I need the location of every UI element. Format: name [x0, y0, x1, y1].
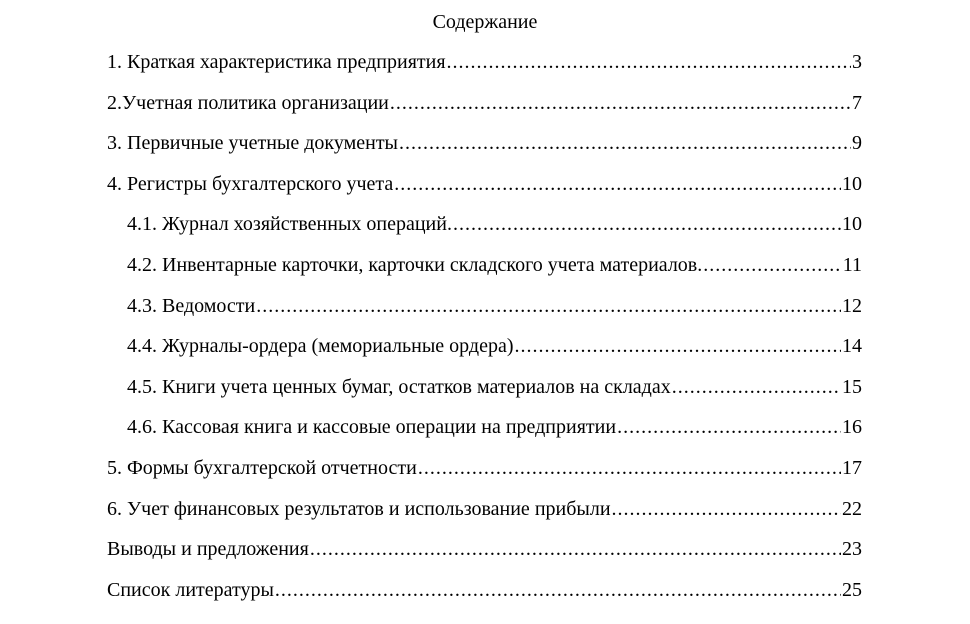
toc-entry[interactable] [107, 168, 862, 209]
toc-dot-leader [703, 249, 841, 281]
toc-dot-leader [672, 371, 841, 403]
toc-entry-label: 1. Краткая характеристика предприятия [107, 51, 446, 73]
toc-entry[interactable] [107, 46, 862, 87]
toc-page-number: 10 [842, 213, 862, 236]
toc-dot-leader [453, 208, 841, 240]
toc-page-number: 12 [842, 294, 862, 317]
toc-dot-leader [394, 168, 841, 200]
toc-page-number: 23 [842, 538, 862, 561]
toc-page-number: 17 [842, 456, 862, 479]
toc-page-number: 25 [842, 578, 862, 601]
toc-subentry[interactable] [107, 290, 862, 331]
toc-subentry[interactable] [107, 371, 862, 412]
toc-dot-leader [256, 290, 841, 322]
toc-page-number: 7 [852, 91, 862, 114]
toc-subentry[interactable] [107, 249, 862, 290]
toc-entry-label: 4.5. Книги учета ценных бумаг, остатков материалов на складах [127, 375, 671, 398]
toc-page-number: 14 [842, 335, 862, 358]
toc-page-number: 9 [852, 132, 862, 155]
toc-dot-leader [612, 493, 841, 525]
toc-dot-leader [390, 87, 851, 119]
toc-entry[interactable] [107, 574, 862, 615]
toc-subentry[interactable] [107, 411, 862, 452]
toc-page-number: 15 [842, 375, 862, 398]
toc-entry-label: 3. Первичные учетные документы [107, 132, 398, 155]
toc-subentry[interactable] [107, 330, 862, 371]
toc-dot-leader [399, 127, 851, 159]
toc-entry-label: 4.1. Журнал хозяйственных операций. [127, 213, 452, 236]
toc-entry-label: 4.3. Ведомости [127, 294, 256, 317]
toc-entry-label: Выводы и предложения [107, 538, 309, 561]
toc-entry-label: 4.6. Кассовая книга и кассовые операции на предприятии [127, 416, 617, 439]
toc-entry[interactable] [107, 127, 862, 168]
toc-page-number: 16 [842, 416, 862, 439]
toc-entry[interactable] [107, 533, 862, 574]
table-of-contents [107, 46, 862, 614]
toc-subentry[interactable] [107, 208, 862, 249]
toc-page-number: 22 [842, 497, 862, 520]
toc-entry-label: 4.2. Инвентарные карточки, карточки складского учета материалов. [127, 253, 703, 276]
toc-dot-leader [275, 574, 841, 606]
toc-entry-label: 4. Регистры бухгалтерского учета [107, 172, 394, 195]
toc-dot-leader [617, 411, 841, 443]
toc-dot-leader [310, 533, 841, 565]
toc-dot-leader [515, 330, 842, 362]
toc-entry[interactable] [107, 452, 862, 493]
toc-title: Содержание [432, 11, 538, 33]
toc-page-number: 10 [842, 172, 862, 195]
toc-entry-label: 2.Учетная политика организации [107, 91, 389, 114]
toc-entry-label: 4.4. Журналы-ордера (мемориальные ордера) [127, 335, 514, 358]
toc-entry-label: Список литературы [107, 578, 274, 601]
toc-entry[interactable] [107, 493, 862, 534]
toc-dot-leader [418, 452, 841, 484]
toc-entry-label: 5. Формы бухгалтерской отчетности [107, 456, 417, 479]
toc-dot-leader [447, 46, 851, 78]
toc-entry[interactable] [107, 87, 862, 128]
toc-entry-label: 6. Учет финансовых результатов и использование прибыли [107, 497, 611, 520]
toc-page-number: 3 [852, 51, 862, 73]
toc-page-number: 11 [842, 253, 862, 276]
